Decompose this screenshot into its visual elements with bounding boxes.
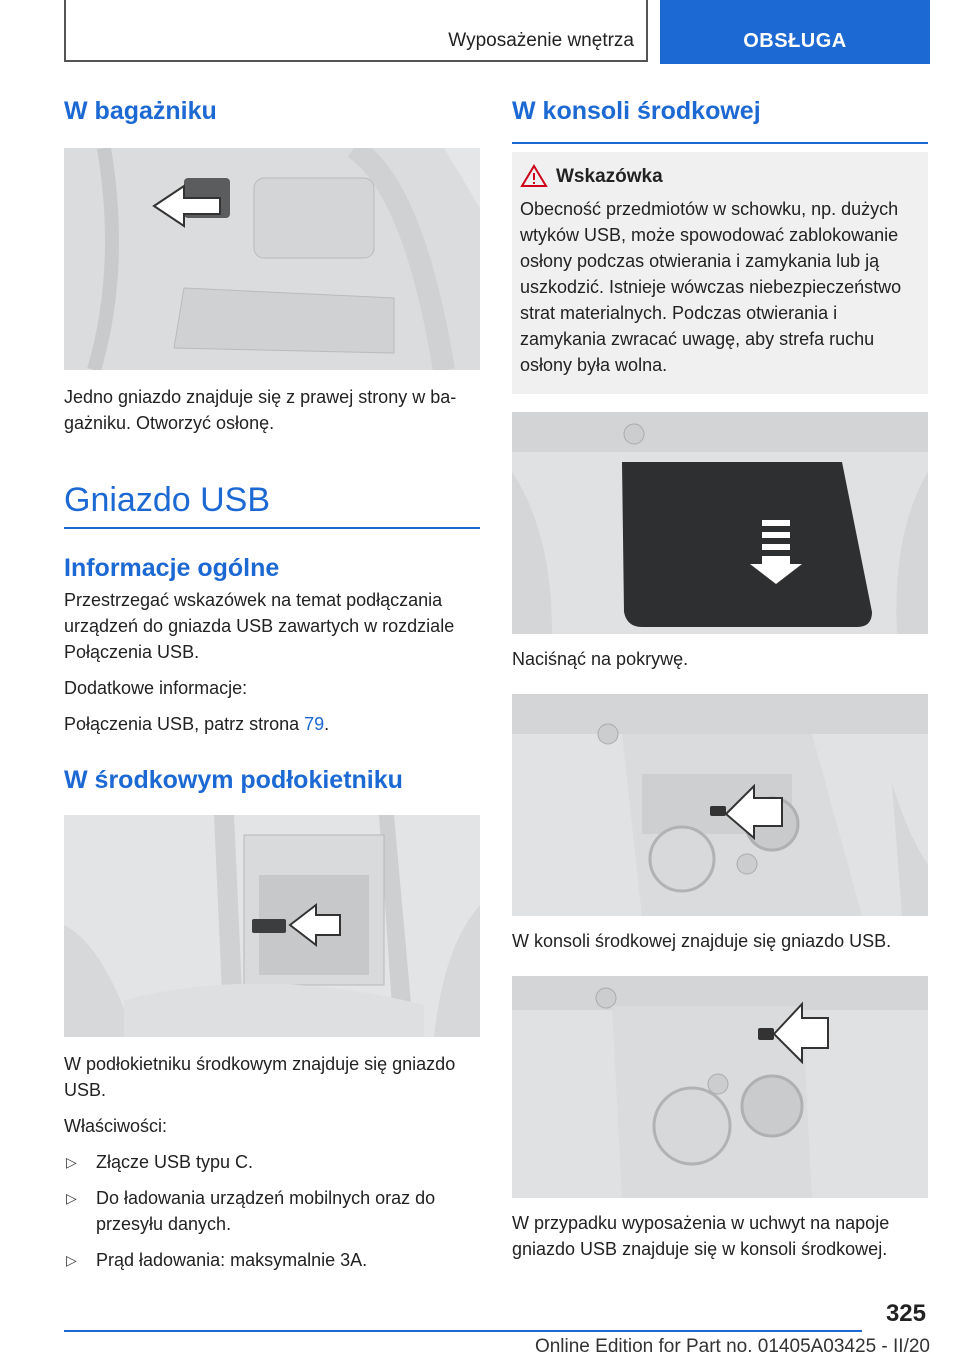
- armrest-heading: W środkowym podłokietniku: [64, 765, 403, 794]
- warning-box: [512, 152, 928, 394]
- warning-title: Wskazówka: [556, 166, 663, 187]
- press-text: Naciśnąć na pokrywę.: [512, 649, 689, 669]
- header-section-box: [64, 0, 648, 62]
- list-item: ▷ Złącze USB typu C.: [64, 1149, 480, 1175]
- list-item: ▷ Do ładowania urządzeń mobilnych oraz do przesyłu danych.: [64, 1185, 480, 1237]
- bullet-marker-icon: ▷: [66, 1189, 77, 1206]
- reference-page-link[interactable]: 79: [304, 713, 325, 734]
- trunk-heading: W bagażniku: [64, 97, 217, 125]
- header-chapter-tab: [660, 0, 930, 64]
- warning-text: Obecność przedmiotów w schowku, np. dużych wtyków USB, może spowodować zablokowanie osłony podczas otwierania i zamykania lub ją uszkodzić. Istnieje wówczas niebezpieczeństwo strat materialnych. Podczas otwierania i zamykania zwracać uwagę, aby strefa ruchu osłony była wolna.: [520, 199, 902, 375]
- console-rule: [512, 142, 928, 144]
- chapter-heading: Gniazdo USB: [64, 481, 270, 519]
- bullet-marker-icon: ▷: [66, 1251, 77, 1268]
- page-header: [64, 0, 930, 64]
- footer-rule: [64, 1330, 862, 1332]
- armrest-illustration: [64, 815, 480, 1037]
- right-column: [512, 96, 928, 1262]
- properties-list: [64, 1149, 480, 1273]
- reference-line: [64, 711, 480, 737]
- trunk-text: Jedno gniazdo znajduje się z prawej strony w bagażniku. Otworzyć osłonę.: [64, 387, 457, 433]
- cupholder-text: W przypadku wyposażenia w uchwyt na napoje gniazdo USB znajduje się w konsoli środkowej.: [512, 1213, 890, 1259]
- console-lid-illustration: [512, 412, 928, 634]
- warning-header: [556, 166, 918, 188]
- additional-label: Dodatkowe informacje:: [64, 677, 248, 698]
- warning-triangle-icon: [520, 164, 548, 194]
- header-section-title: Wyposażenie wnętrza: [448, 30, 634, 51]
- list-item: ▷ Prąd ładowania: maksymalnie 3A.: [64, 1247, 480, 1273]
- bullet-marker-icon: ▷: [66, 1153, 77, 1170]
- reference-text: Połączenia USB, patrz strona: [64, 713, 305, 734]
- left-column: [64, 96, 480, 1283]
- properties-label: Właściwości:: [64, 1115, 168, 1136]
- edition-footer: Online Edition for Part no. 01405A03425 - II/20: [534, 1336, 930, 1357]
- reference-end: .: [324, 713, 330, 734]
- chapter-rule: [64, 527, 480, 529]
- cupholder-illustration: [512, 976, 928, 1198]
- console-text: W konsoli środkowej znajduje się gniazdo USB.: [512, 931, 892, 951]
- general-text: Przestrzegać wskazówek na temat podłączania urządzeń do gniazda USB zawartych w rozdziale Połączenia USB.: [64, 589, 455, 662]
- page-number: 325: [885, 1300, 926, 1327]
- console-usb-illustration: [512, 694, 928, 916]
- armrest-text: W podłokietniku środkowym znajduje się gniazdo USB.: [64, 1053, 456, 1100]
- console-heading: W konsoli środkowej: [512, 97, 761, 125]
- general-heading: Informacje ogólne: [64, 553, 280, 582]
- trunk-illustration: [64, 148, 480, 370]
- header-chapter-label: OBSŁUGA: [743, 30, 847, 52]
